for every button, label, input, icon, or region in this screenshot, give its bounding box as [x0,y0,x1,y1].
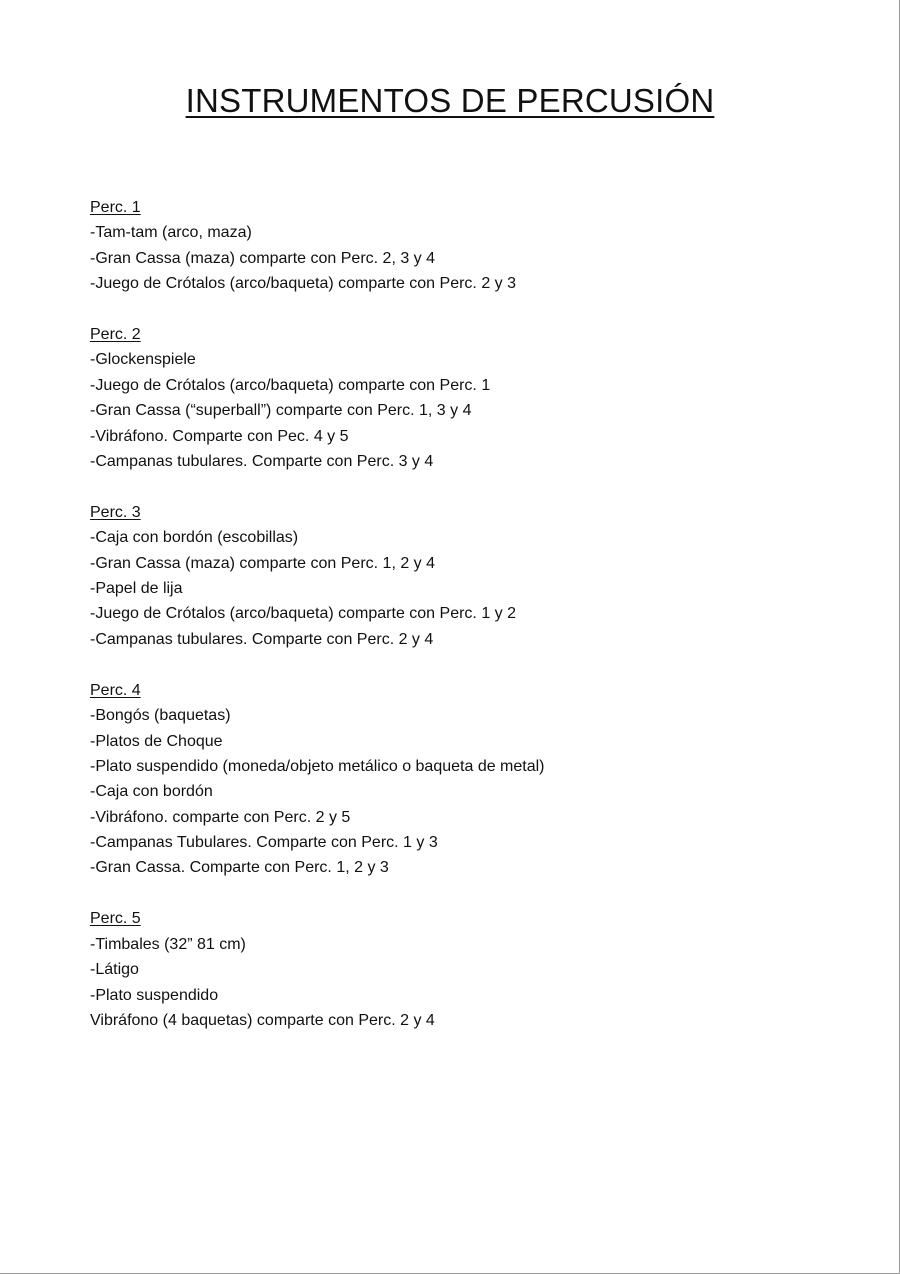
list-item: -Tam-tam (arco, maza) [90,224,252,242]
section-heading: Perc. 5 [90,910,141,928]
list-item: -Gran Cassa. Comparte con Perc. 1, 2 y 3 [90,859,389,877]
list-item: -Timbales (32” 81 cm) [90,935,246,953]
list-item: -Campanas tubulares. Comparte con Perc. 3 y 4 [90,453,434,471]
list-item: -Juego de Crótalos (arco/baqueta) comparte con Perc. 1 y 2 [90,605,516,623]
section-heading: Perc. 4 [90,681,141,699]
section-heading: Perc. 1 [90,199,141,216]
list-item: -Plato suspendido (moneda/objeto metálico o baqueta de metal) [90,757,545,775]
list-item: -Juego de Crótalos (arco/baqueta) comparte con Perc. 1 [90,376,491,394]
list-item: -Glockenspiele [90,351,196,369]
section-perc-1 [90,195,850,297]
list-item: Vibráfono (4 baquetas) comparte con Perc. 2 y 4 [90,1011,435,1029]
list-item: -Papel de lija [90,580,183,598]
list-item: -Campanas Tubulares. Comparte con Perc. 1 y 3 [90,834,438,852]
section-perc-3 [90,500,850,652]
page-title-text: INSTRUMENTOS DE PERCUSIÓN [185,82,715,119]
list-item: -Platos de Choque [90,732,223,750]
list-item: -Vibráfono. Comparte con Pec. 4 y 5 [90,427,349,445]
section-heading: Perc. 3 [90,503,141,521]
instrument-list [90,195,850,1059]
section-perc-5 [90,906,850,1033]
list-item: -Caja con bordón (escobillas) [90,529,299,547]
list-item: -Bongós (baquetas) [90,707,231,725]
list-item: -Vibráfono. comparte con Perc. 2 y 5 [90,808,351,826]
list-item: -Gran Cassa (maza) comparte con Perc. 2, 3 y 4 [90,249,436,267]
list-item: -Plato suspendido [90,986,219,1004]
list-item: -Látigo [90,961,139,979]
list-item: -Caja con bordón [90,783,213,801]
section-heading: Perc. 2 [90,326,141,344]
list-item: -Gran Cassa (“superball”) comparte con Perc. 1, 3 y 4 [90,402,472,420]
section-perc-4 [90,678,850,881]
list-item: -Gran Cassa (maza) comparte con Perc. 1, 2 y 4 [90,554,436,572]
page-title [0,80,900,122]
section-perc-2 [90,322,850,474]
list-item: -Campanas tubulares. Comparte con Perc. 2 y 4 [90,630,434,648]
list-item: -Juego de Crótalos (arco/baqueta) comparte con Perc. 2 y 3 [90,275,516,293]
